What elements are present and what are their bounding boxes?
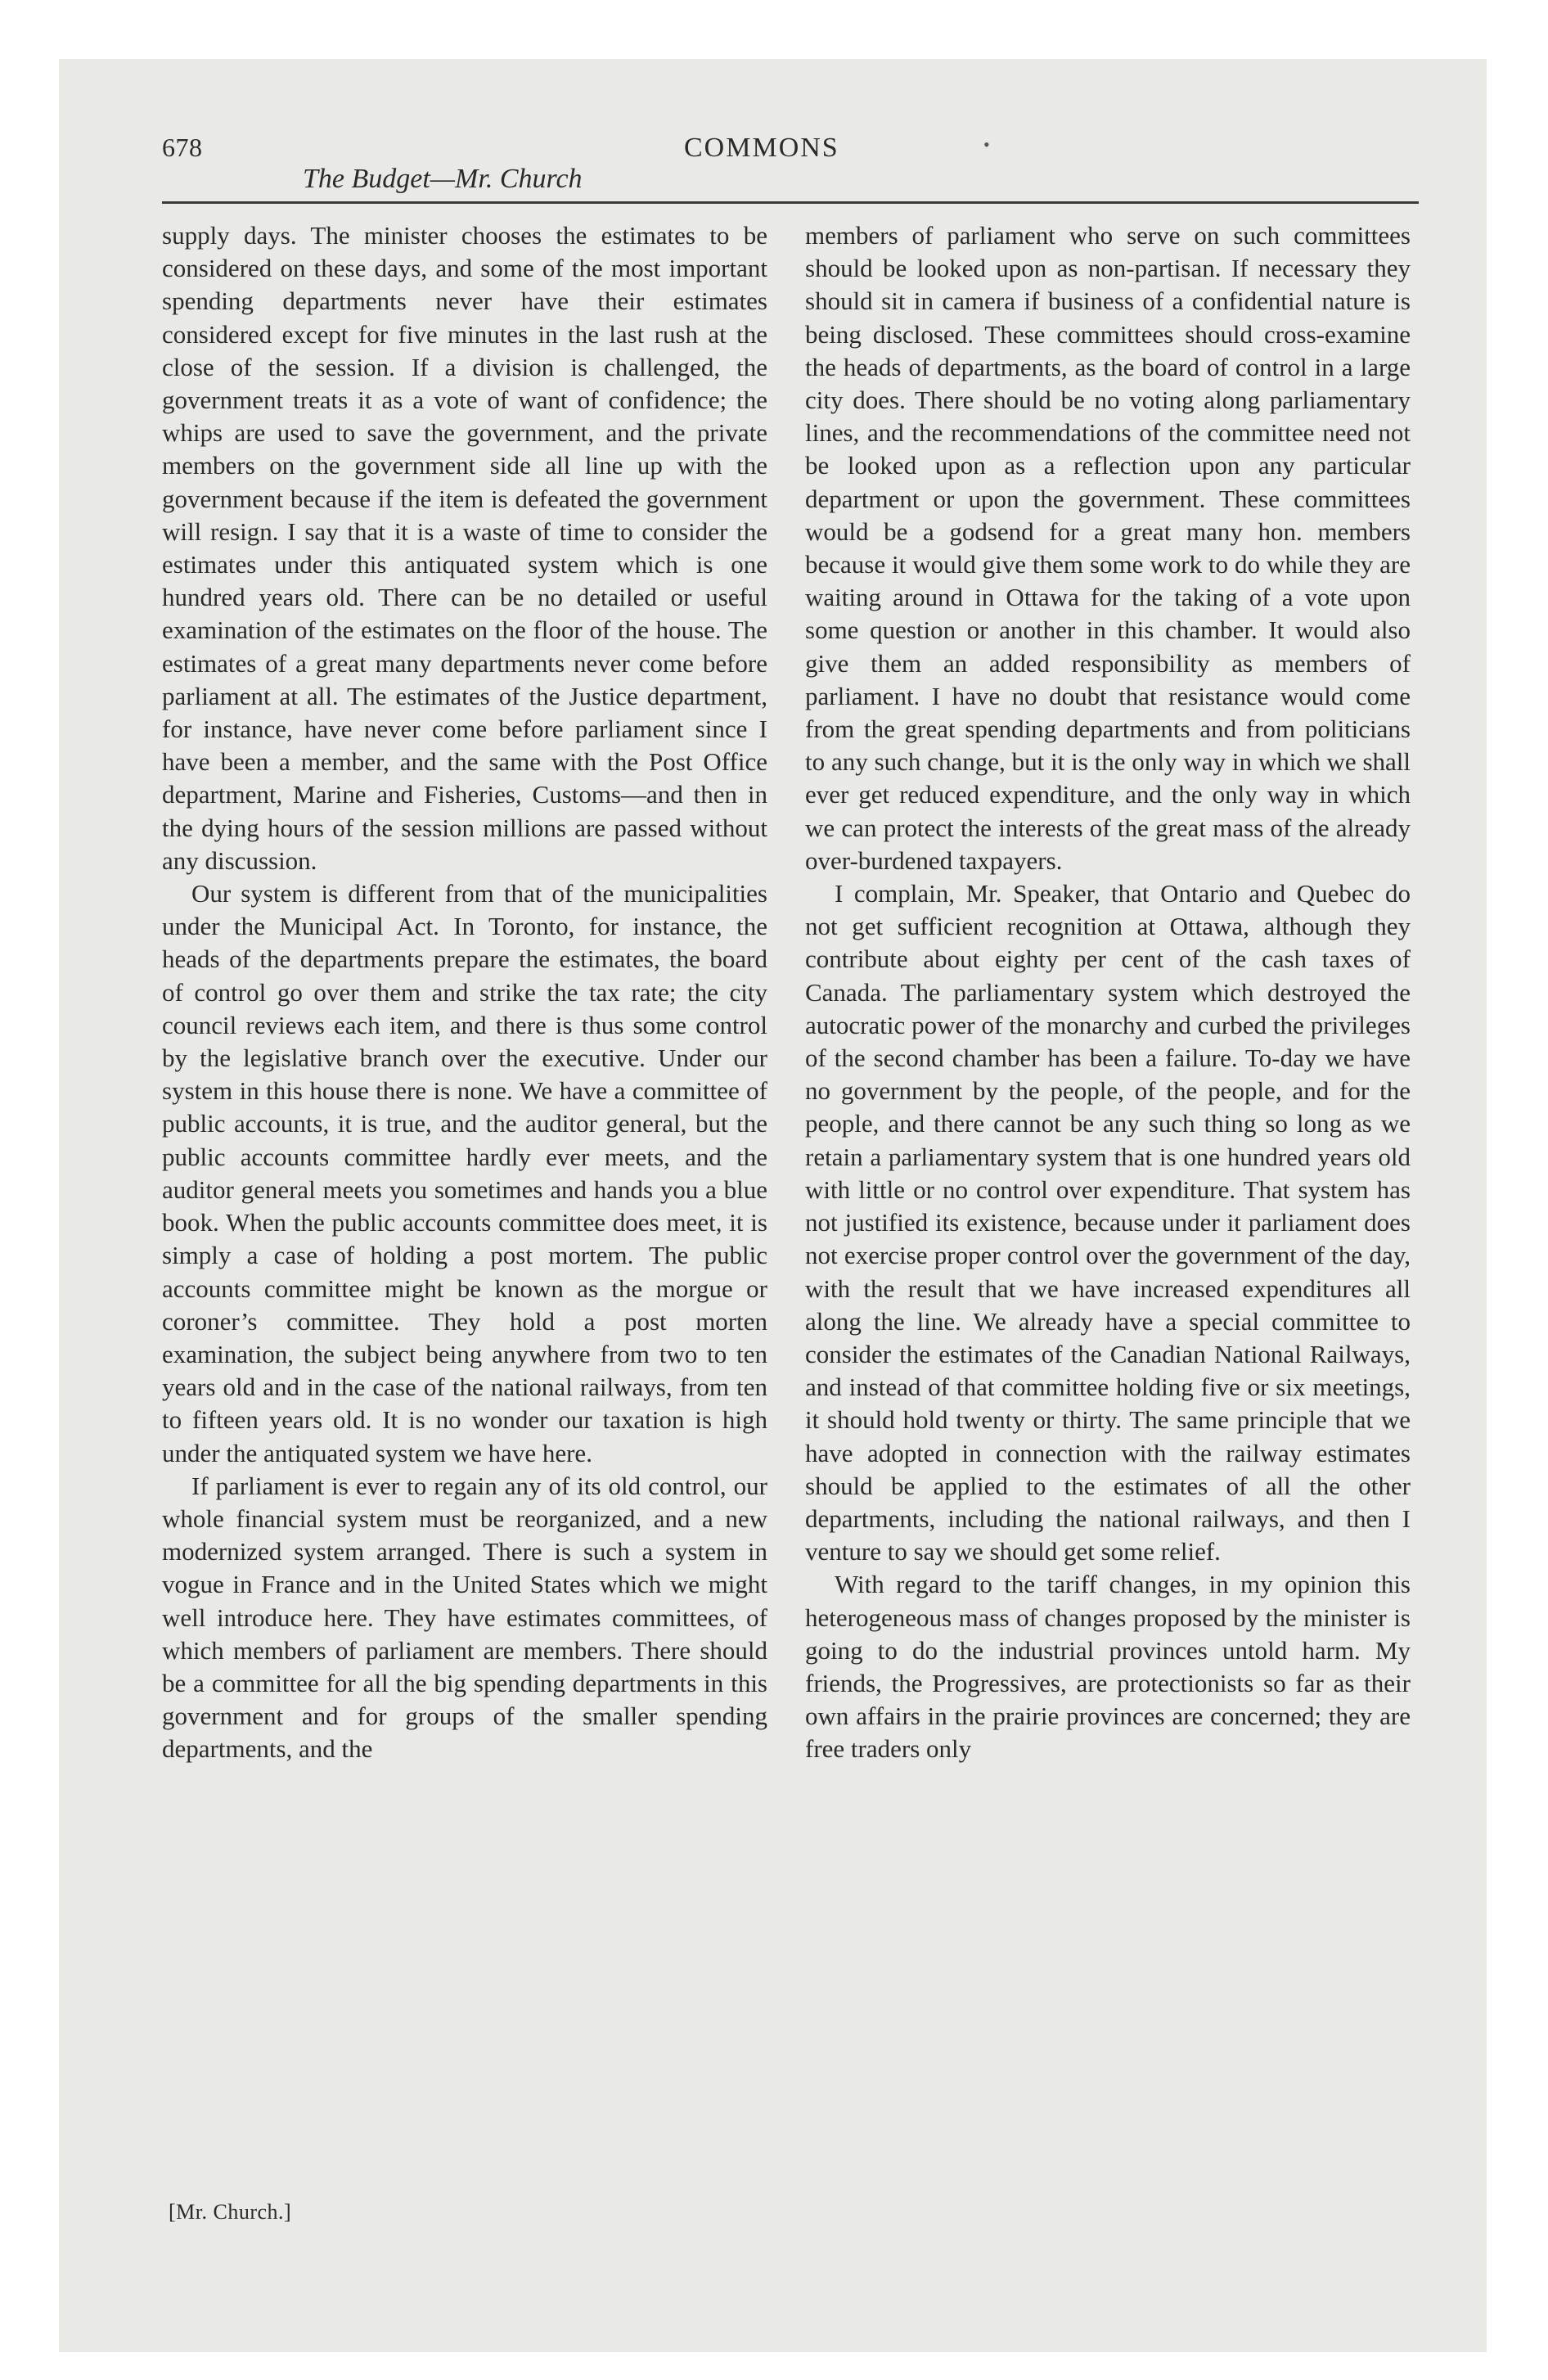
header-rule [162,201,1419,204]
right-paragraph-2: I complain, Mr. Speaker, that Ontario and Quebec do not get sufficient recognition at Ottawa, although they contribute about eighty per cent of the cash taxes of Canada. The parliamentary system which destroyed the autocratic power of the monarchy and curbed the privileges of the second chamber has been a failure. To-day we have no government by the people, of the people, and for the people, and there cannot be any such thing so long as we retain a parliamentary system that is one hundred years old with little or no control over expenditure. That system has not justified its existence, because under it parliament does not exercise proper control over the government of the day, with the result that we have increased expenditures all along the line. We already have a special committee to consider the estimates of the Canadian National Railways, and instead of that committee holding five or six meetings, it should hold twenty or thirty. The same principle that we have adopted in connection with the railway estimates should be applied to the estimates of all the other departments, including the national railways, and then I venture to say we should get some relief. [805,879,1411,1566]
right-paragraph-1: members of parliament who serve on such committees should be looked upon as non-partisan. If necessary they should sit in camera if business of a confidential nature is being disclosed. These committees should cross-examine the heads of departments, as the board of control in a large city does. There should be no voting along parliamentary lines, and the recommendations of the committee need not be looked upon as a reflection upon any particular department or upon the government. These committees would be a godsend for a great many hon. members because it would give them some work to do while they are waiting around in Ottawa for the taking of a vote upon some question or another in this chamber. It would also give them an added responsibility as members of parliament. I have no doubt that resistance would come from the great spending departments and from politicians to any such change, but it is the only way in which we shall ever get reduced expenditure, and the only way in which we can protect the interests of the great mass of the already over-burdened taxpayers. [805,221,1411,875]
page-number: 678 [162,133,203,162]
section-title: COMMONS [684,133,839,163]
right-paragraph-3: With regard to the tariff changes, in my opinion this heterogeneous mass of changes proposed by the minister is going to do the industrial provinces untold harm. My friends, the Progressives, are protectionists so far as their own affairs in the prairie provinces are concerned; they are free traders only [805,1570,1411,1764]
left-paragraph-2: Our system is different from that of the municipalities under the Municipal Act. In Toronto, for instance, the heads of the departments prepare the estimates, the board of control go over them and strike the tax rate; the city council reviews each item, and there is thus some control by the legislative branch over the executive. Under our system in this house there is none. We have a committee of public accounts, it is true, and the auditor general, but the public accounts committee hardly ever meets, and the auditor general meets you sometimes and hands you a blue book. When the public accounts committee does meet, it is simply a case of holding a post mortem. The public accounts committee might be known as the morgue or coroner’s committee. They hold a post morten examination, the subject being anywhere from two to ten years old and in the case of the national railways, from ten to fifteen years old. It is no wonder our taxation is high under the antiquated system we have here. [162,879,767,1467]
speaker-footnote: [Mr. Church.] [169,2200,292,2224]
left-paragraph-3: If parliament is ever to regain any of its old control, our whole financial system must be reorganized, and a new modernized system arranged. There is such a system in vogue in France and in the United States which we might well introduce here. They have estimates committees, of which members of parliament are members. There should be a committee for all the big spending departments in this government and for groups of the smaller spending departments, and the [162,1471,767,1764]
right-column [805,219,1411,1766]
header-mark: • [983,134,990,155]
running-title: The Budget—Mr. Church [303,164,583,194]
page-header [162,133,1419,206]
left-column [162,219,767,1766]
left-paragraph-1: supply days. The minister chooses the estimates to be considered on these days, and some of the most important spending departments never have their estimates considered except for five minutes in the last rush at the close of the session. If a division is challenged, the government treats it as a vote of want of confidence; the whips are used to save the government, and the private members on the government side all line up with the government because if the item is defeated the government will resign. I say that it is a waste of time to consider the estimates under this antiquated system which is one hundred years old. There can be no detailed or useful examination of the estimates on the floor of the house. The estimates of a great many departments never come before parliament at all. The estimates of the Justice department, for instance, have never come before parliament since I have been a member, and the same with the Post Office department, Marine and Fisheries, Customs—and then in the dying hours of the session millions are passed without any discussion. [162,221,767,875]
